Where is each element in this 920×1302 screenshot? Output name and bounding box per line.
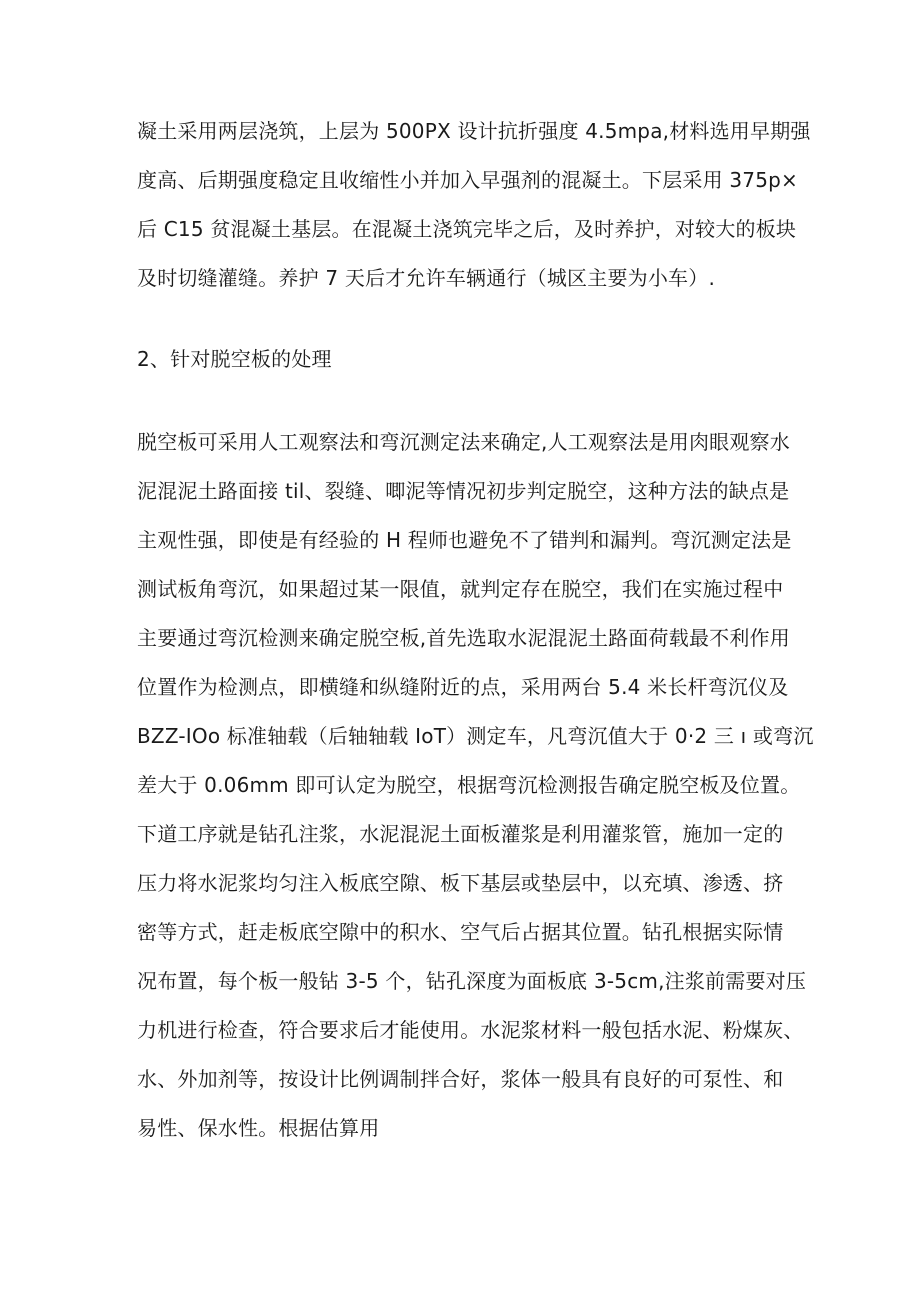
- text-line: 力机进行检查，符合要求后才能使用。水泥浆材料一般包括水泥、粉煤灰、: [137, 1018, 804, 1042]
- text-line: 下道工序就是钻孔注浆，水泥混泥土面板灌浆是利用灌浆管，施加一定的: [137, 822, 784, 846]
- text-line: 密等方式，赶走板底空隙中的积水、空气后占据其位置。钻孔根据实际情: [137, 920, 784, 944]
- text-line: 况布置，每个板一般钻 3-5 个，钻孔深度为面板底 3-5cm,注浆前需要对压: [137, 969, 807, 993]
- text-line: 脱空板可采用人工观察法和弯沉测定法来确定,人工观察法是用肉眼观察水: [137, 430, 790, 454]
- text-line: 位置作为检测点，即横缝和纵缝附近的点，采用两台 5.4 米长杆弯沉仪及: [137, 675, 789, 699]
- section-heading: 2、针对脱空板的处理: [137, 347, 332, 371]
- text-line: 后 C15 贫混凝土基层。在混凝土浇筑完毕之后，及时养护，对较大的板块: [137, 217, 797, 241]
- text-line: 及时切缝灌缝。养护 7 天后才允许车辆通行（城区主要为小车）.: [137, 266, 715, 290]
- text-line: 易性、保水性。根据估算用: [137, 1116, 380, 1140]
- text-line: 凝土采用两层浇筑，上层为 500PX 设计抗折强度 4.5mpa,材料选用早期强: [137, 119, 811, 143]
- text-line: BZZ-IOo 标准轴载（后轴轴载 IoT）测定车，凡弯沉值大于 0·2 三 ı 或弯沉: [137, 724, 814, 748]
- text-line: 压力将水泥浆均匀注入板底空隙、板下基层或垫层中，以充填、渗透、挤: [137, 871, 784, 895]
- text-line: 主观性强，即使是有经验的 H 程师也避免不了错判和漏判。弯沉测定法是: [137, 528, 792, 552]
- text-line: 测试板角弯沉，如果超过某一限值，就判定存在脱空，我们在实施过程中: [137, 577, 784, 601]
- text-line: 差大于 0.06mm 即可认定为脱空，根据弯沉检测报告确定脱空板及位置。: [137, 773, 801, 797]
- text-line: 主要通过弯沉检测来确定脱空板,首先选取水泥混泥土路面荷载最不利作用: [137, 626, 790, 650]
- text-line: 度高、后期强度稳定且收缩性小并加入早强剂的混凝土。下层采用 375p×: [137, 168, 798, 192]
- text-line: 泥混泥土路面接 til、裂缝、唧泥等情况初步判定脱空，这种方法的缺点是: [137, 479, 790, 503]
- text-line: 水、外加剂等，按设计比例调制拌合好，浆体一般具有良好的可泵性、和: [137, 1067, 784, 1091]
